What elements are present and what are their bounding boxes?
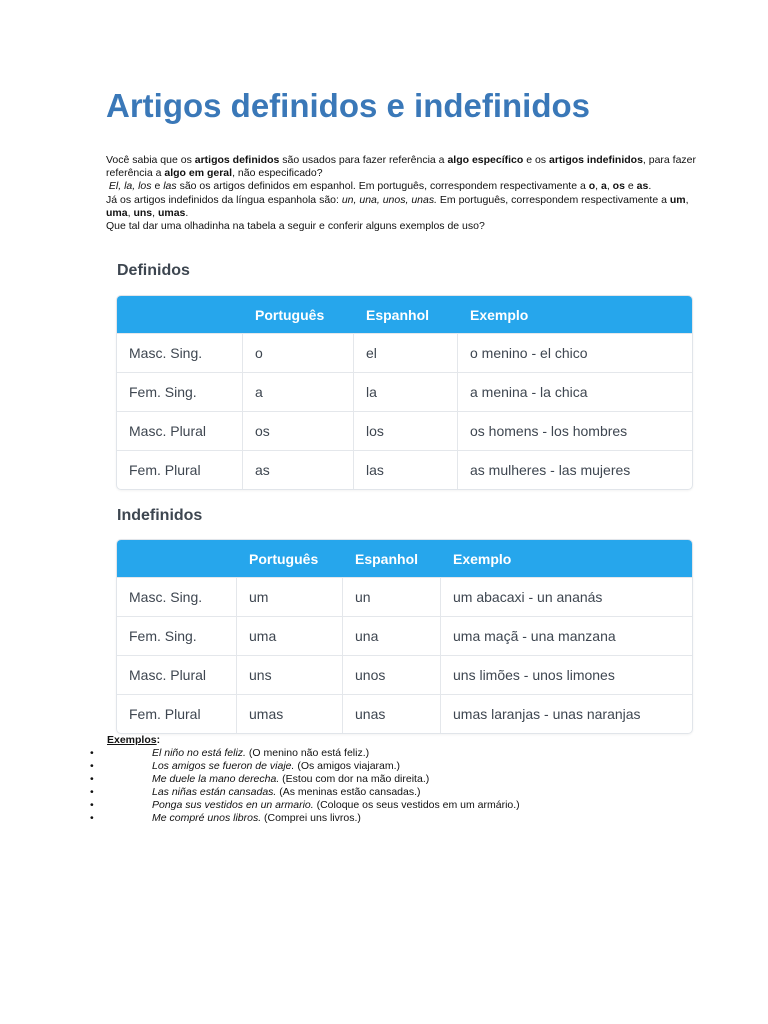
table-cell: os bbox=[243, 411, 354, 450]
table-row bbox=[117, 372, 692, 411]
table-cell: a menina - la chica bbox=[458, 372, 692, 411]
table-header-row bbox=[117, 540, 692, 577]
examples-heading: Exemplos: bbox=[107, 734, 161, 746]
table-cell: el bbox=[354, 333, 458, 372]
table-header-cell: Exemplo bbox=[458, 296, 692, 333]
table-cell: as bbox=[243, 450, 354, 489]
table-row bbox=[117, 411, 692, 450]
examples-section bbox=[90, 734, 710, 825]
definidos-heading: Definidos bbox=[117, 262, 190, 279]
bullet-icon: • bbox=[90, 799, 94, 811]
intro-paragraph-1: Você sabia que os artigos definidos são usados para fazer referência a algo específico e os artigos indefinidos, para fazer referência a algo em geral, não especificado? bbox=[106, 154, 697, 180]
table-header-cell: Exemplo bbox=[441, 540, 692, 577]
table-cell: Masc. Plural bbox=[117, 655, 237, 694]
table-row bbox=[117, 333, 692, 372]
table-row bbox=[117, 655, 692, 694]
table-cell: umas laranjas - unas naranjas bbox=[441, 694, 692, 733]
table-header-cell: Espanhol bbox=[354, 296, 458, 333]
table-cell: la bbox=[354, 372, 458, 411]
list-item: • Los amigos se fueron de viaje. (Os amigos viajaram.) bbox=[90, 760, 401, 772]
table-cell: uns limões - unos limones bbox=[441, 655, 692, 694]
examples-list bbox=[90, 747, 710, 825]
table-cell: um bbox=[237, 577, 343, 616]
table-cell: un bbox=[343, 577, 441, 616]
intro-paragraph-4: Que tal dar uma olhadinha na tabela a seguir e conferir alguns exemplos de uso? bbox=[106, 220, 485, 233]
table-cell: Masc. Sing. bbox=[117, 577, 237, 616]
table-row bbox=[117, 577, 692, 616]
table-cell: Masc. Plural bbox=[117, 411, 243, 450]
table-cell: umas bbox=[237, 694, 343, 733]
bullet-icon: • bbox=[90, 773, 94, 785]
table-cell: um abacaxi - un ananás bbox=[441, 577, 692, 616]
list-item: • Me compré unos libros. (Comprei uns livros.) bbox=[90, 812, 361, 824]
bullet-icon: • bbox=[90, 812, 94, 824]
bullet-icon: • bbox=[90, 747, 94, 759]
table-header-row bbox=[117, 296, 692, 333]
table-cell: Fem. Sing. bbox=[117, 616, 237, 655]
table-header-cell: Português bbox=[237, 540, 343, 577]
table-row bbox=[117, 450, 692, 489]
table-cell: uma bbox=[237, 616, 343, 655]
table-cell: las bbox=[354, 450, 458, 489]
list-item: • Me duele la mano derecha. (Estou com dor na mão direita.) bbox=[90, 773, 430, 785]
bullet-icon: • bbox=[90, 786, 94, 798]
table-cell: Fem. Sing. bbox=[117, 372, 243, 411]
table-header-cell bbox=[117, 296, 243, 333]
table-cell: o bbox=[243, 333, 354, 372]
intro-text bbox=[106, 154, 706, 233]
indefinidos-table bbox=[116, 539, 693, 734]
table-cell: Fem. Plural bbox=[117, 450, 243, 489]
bullet-icon: • bbox=[90, 760, 94, 772]
table-row bbox=[117, 616, 692, 655]
table-cell: unos bbox=[343, 655, 441, 694]
page-title: Artigos definidos e indefinidos bbox=[106, 87, 591, 124]
table-cell: Masc. Sing. bbox=[117, 333, 243, 372]
intro-paragraph-3: Já os artigos indefinidos da língua espanhola são: un, una, unos, unas. Em português, correspondem respectivamente a um, uma, uns, umas. bbox=[106, 193, 689, 219]
table-header-cell: Português bbox=[243, 296, 354, 333]
table-cell: Fem. Plural bbox=[117, 694, 237, 733]
intro-paragraph-2: El, la, los e las são os artigos definidos em espanhol. Em português, correspondem respectivamente a o, a, os e as. bbox=[108, 180, 652, 193]
table-row bbox=[117, 694, 692, 733]
table-cell: os homens - los hombres bbox=[458, 411, 692, 450]
table-cell: as mulheres - las mujeres bbox=[458, 450, 692, 489]
list-item: • El niño no está feliz. (O menino não está feliz.) bbox=[90, 747, 370, 759]
table-cell: los bbox=[354, 411, 458, 450]
table-cell: o menino - el chico bbox=[458, 333, 692, 372]
definidos-table bbox=[116, 295, 693, 490]
list-item: • Ponga sus vestidos en un armario. (Coloque os seus vestidos em um armário.) bbox=[90, 799, 520, 811]
table-cell: unas bbox=[343, 694, 441, 733]
table-cell: uns bbox=[237, 655, 343, 694]
table-cell: una bbox=[343, 616, 441, 655]
table-header-cell: Espanhol bbox=[343, 540, 441, 577]
table-cell: uma maçã - una manzana bbox=[441, 616, 692, 655]
indefinidos-heading: Indefinidos bbox=[117, 507, 203, 524]
table-cell: a bbox=[243, 372, 354, 411]
table-header-cell bbox=[117, 540, 237, 577]
list-item: • Las niñas están cansadas. (As meninas estão cansadas.) bbox=[90, 786, 421, 798]
